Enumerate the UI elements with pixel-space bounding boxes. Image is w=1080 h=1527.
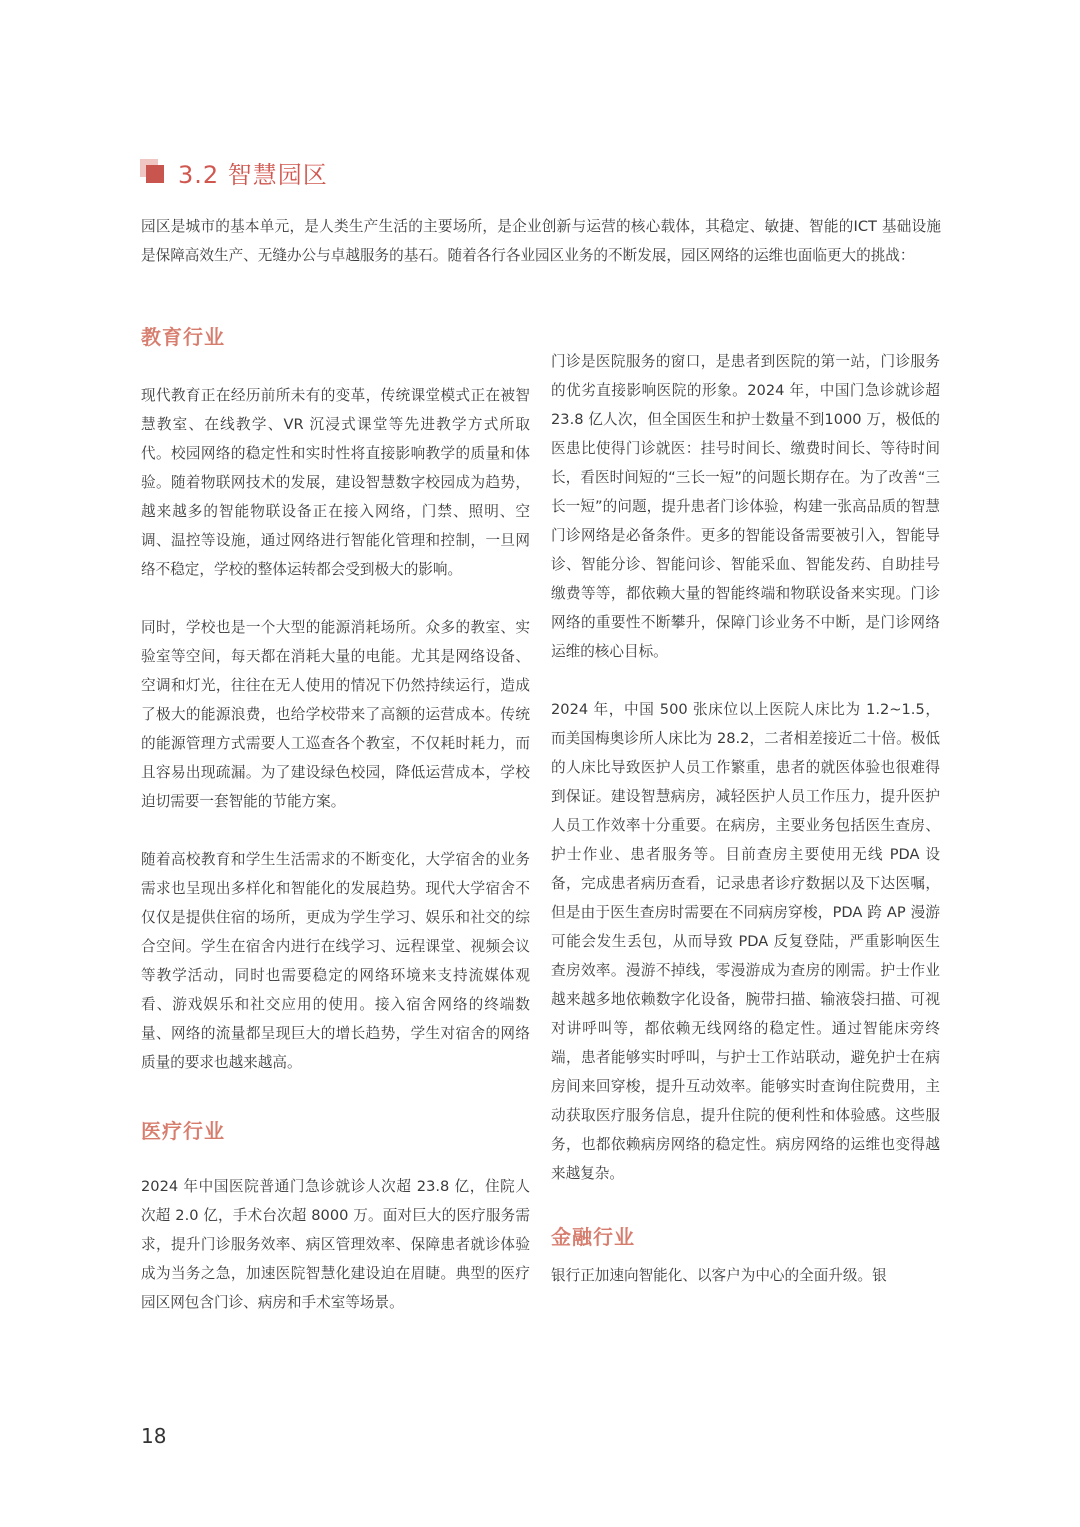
section-title: 3.2 智慧园区 — [178, 160, 328, 189]
medical-paragraph-2: 门诊是医院服务的窗口，是患者到医院的第一站，门诊服务的优劣直接影响医院的形象。2024 年，中国门急诊就诊超 23.8 亿人次，但全国医生和护士数量不到1000 万，极低的医患比使得门诊就医：挂号时间长、缴费时间长、等待时间长，看医时间短的“三长一短”的问题长期存在。为了改善“三长一短”的问题，提升患者门诊体验，构建一张高品质的智慧门诊网络是必备条件。更多的智能设备需要被引入，智能导诊、智能分诊、智能问诊、智能采血、智能发药、自助挂号缴费等等，都依赖大量的智能终端和物联设备来实现。门诊网络的重要性不断攀升，保障门诊业务不中断，是门诊网络运维的核心目标。 — [551, 353, 940, 660]
right-column — [551, 318, 940, 1290]
medical-paragraph-3: 2024 年，中国 500 张床位以上医院人床比为 1.2~1.5，而美国梅奥诊所人床比为 28.2，二者相差接近二十倍。极低的人床比导致医护人员工作繁重，患者的就医体验也很难得到保证。建设智慧病房，减轻医护人员工作压力，提升医护人员工作效率十分重要。在病房，主要业务包括医生查房、护士作业、患者服务等。目前查房主要使用无线 PDA 设备，完成患者病历查看，记录患者诊疗数据以及下达医嘱，但是由于医生查房时需要在不同病房穿梭，PDA 跨 AP 漫游可能会发生丢包，从而导致 PDA 反复登陆，严重影响医生查房效率。漫游不掉线，零漫游成为查房的刚需。护士作业越来越多地依赖数字化设备，腕带扫描、输液袋扫描、可视对讲呼叫等，都依赖无线网络的稳定性。通过智能床旁终端，患者能够实时呼叫，与护士工作站联动，避免护士在病房间来回穿梭，提升互动效率。能够实时查询住院费用，主动获取医疗服务信息，提升住院的便利性和体验感。这些服务，也都依赖病房网络的稳定性。病房网络的运维也变得越来越复杂。 — [551, 701, 940, 1182]
heading-square-icon — [140, 159, 166, 185]
intro-paragraph: 园区是城市的基本单元，是人类生产生活的主要场所，是企业创新与运营的核心载体，其稳定、敏捷、智能的ICT 基础设施是保障高效生产、无缝办公与卓越服务的基石。随着各行各业园区业务的不断发展，园区网络的运维也面临更大的挑战： — [141, 218, 941, 264]
medical-heading: 医疗行业 — [141, 1119, 225, 1143]
section-heading — [140, 152, 328, 192]
page-number: 18 — [141, 1424, 167, 1448]
education-paragraph-1: 现代教育正在经历前所未有的变革，传统课堂模式正在被智慧教室、在线教学、VR 沉浸式课堂等先进教学方式所取代。校园网络的稳定性和实时性将直接影响教学的质量和体验。随着物联网技术的发展，建设智慧数字校园成为趋势，越来越多的智能物联设备正在接入网络，门禁、照明、空调、温控等设施，通过网络进行智能化管理和控制，一旦网络不稳定，学校的整体运转都会受到极大的影响。 — [141, 387, 530, 578]
finance-paragraph-1: 银行正加速向智能化、以客户为中心的全面升级。银 — [551, 1267, 887, 1284]
medical-paragraph-1: 2024 年中国医院普通门急诊就诊人次超 23.8 亿，住院人次超 2.0 亿，手术台次超 8000 万。面对巨大的医疗服务需求，提升门诊服务效率、病区管理效率、保障患者就诊体验成为当务之急，加速医院智慧化建设迫在眉睫。典型的医疗园区网包含门诊、病房和手术室等场景。 — [141, 1178, 530, 1311]
education-paragraph-2: 同时，学校也是一个大型的能源消耗场所。众多的教室、实验室等空间，每天都在消耗大量的电能。尤其是网络设备、空调和灯光，往往在无人使用的情况下仍然持续运行，造成了极大的能源浪费，也给学校带来了高额的运营成本。传统的能源管理方式需要人工巡查各个教室，不仅耗时耗力，而且容易出现疏漏。为了建设绿色校园，降低运营成本，学校迫切需要一套智能的节能方案。 — [141, 619, 530, 810]
finance-heading: 金融行业 — [551, 1225, 635, 1249]
education-paragraph-3: 随着高校教育和学生生活需求的不断变化，大学宿舍的业务需求也呈现出多样化和智能化的发展趋势。现代大学宿舍不仅仅是提供住宿的场所，更成为学生学习、娱乐和社交的综合空间。学生在宿舍内进行在线学习、远程课堂、视频会议等教学活动，同时也需要稳定的网络环境来支持流媒体观看、游戏娱乐和社交应用的使用。接入宿舍网络的终端数量、网络的流量都呈现巨大的增长趋势，学生对宿舍的网络质量的要求也越来越高。 — [141, 851, 530, 1071]
education-heading: 教育行业 — [141, 325, 225, 349]
left-column — [141, 318, 530, 1317]
